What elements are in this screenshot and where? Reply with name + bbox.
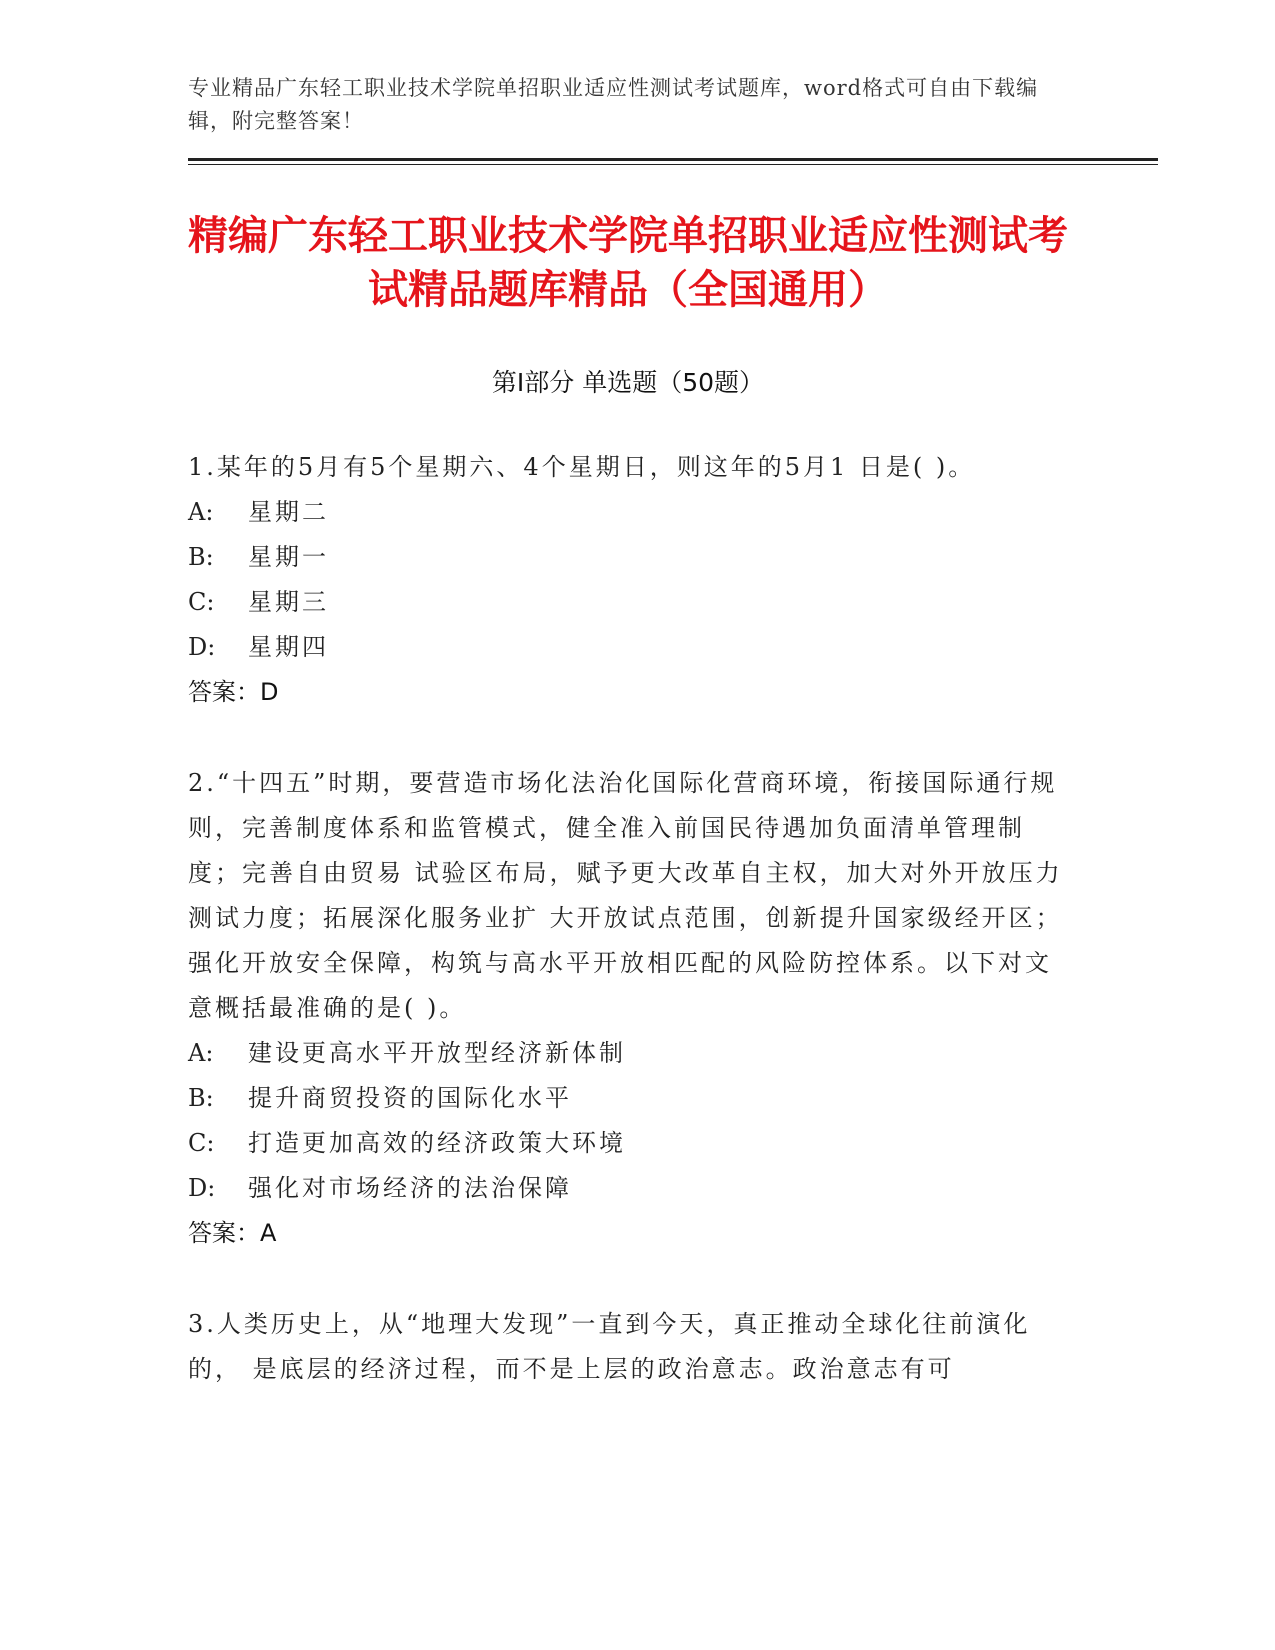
question-3 <box>188 1302 1148 1392</box>
question-2 <box>188 761 1148 1256</box>
question-stem: 3.人类历史上，从“地理大发现”一直到今天，真正推动全球化往前演化的， 是底层的经济过程，而不是上层的政治意志。政治意志有可 <box>188 1310 1031 1383</box>
answer-value: D <box>260 678 279 706</box>
question-stem: 2.“十四五”时期，要营造市场化法治化国际化营商环境，衔接国际通行规则，完善制度体系和监管模式，健全准入前国民待遇加负面清单管理制度；完善自由贸易 试验区布局，赋予更大改革自主权，加大对外开放压力测试力度；拓展深化服务业扩 大开放试点范围，创新提升国家级经开区；强化开放安全保障，构筑与高水平开放相匹配的风险防控体系。以下对文意概括最准确的是( )。 <box>188 769 1063 1022</box>
option-d <box>188 625 1148 670</box>
option-text: 打造更加高效的经济政策大环境 <box>248 1129 626 1157</box>
question-stem: 1.某年的5月有5个星期六、4个星期日，则这年的5月1 日是( )。 <box>188 453 976 481</box>
option-c <box>188 1121 1148 1166</box>
document-title: 精编广东轻工职业技术学院单招职业适应性测试考试精品题库精品（全国通用） <box>188 213 1068 313</box>
option-text: 建设更高水平开放型经济新体制 <box>248 1039 626 1067</box>
answer-label: 答案： <box>188 678 260 706</box>
answer-value: A <box>260 1219 277 1247</box>
option-text: 星期三 <box>248 588 329 616</box>
option-key: B: <box>188 1084 214 1112</box>
option-key: B: <box>188 543 214 571</box>
header-divider <box>188 158 1158 165</box>
option-key: A: <box>188 1039 214 1067</box>
option-key: D: <box>188 633 216 661</box>
option-a <box>188 1031 1148 1076</box>
section-title: 第Ⅰ部分 单选题（50题） <box>491 368 765 397</box>
option-b <box>188 1076 1148 1121</box>
option-text: 提升商贸投资的国际化水平 <box>248 1084 572 1112</box>
answer-line <box>188 1211 1148 1256</box>
header-divider-thick <box>188 158 1158 161</box>
header-divider-thin <box>188 164 1158 165</box>
option-key: C: <box>188 588 215 616</box>
option-key: D: <box>188 1174 216 1202</box>
option-text: 强化对市场经济的法治保障 <box>248 1174 572 1202</box>
option-b <box>188 535 1148 580</box>
document-page <box>188 72 1148 1392</box>
option-d <box>188 1166 1148 1211</box>
option-a <box>188 490 1148 535</box>
header-note: 专业精品广东轻工职业技术学院单招职业适应性测试考试题库，word格式可自由下载编辑，附完整答案！ <box>188 76 1039 133</box>
option-text: 星期二 <box>248 498 329 526</box>
option-text: 星期四 <box>248 633 329 661</box>
option-c <box>188 580 1148 625</box>
option-key: C: <box>188 1129 215 1157</box>
answer-label: 答案： <box>188 1219 260 1247</box>
question-1 <box>188 445 1148 715</box>
option-text: 星期一 <box>248 543 329 571</box>
option-key: A: <box>188 498 214 526</box>
answer-line <box>188 670 1148 715</box>
